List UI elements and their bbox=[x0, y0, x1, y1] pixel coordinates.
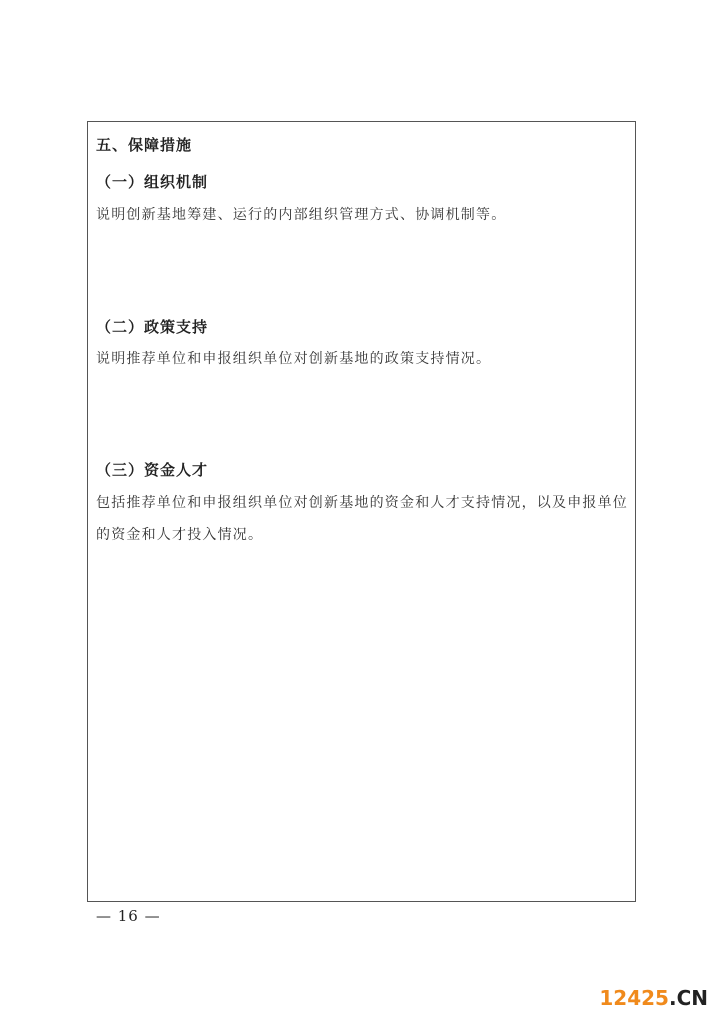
watermark-number: 12425 bbox=[599, 986, 669, 1010]
subsection-heading-organization: （一）组织机制 bbox=[96, 173, 209, 191]
watermark-domain: .CN bbox=[668, 986, 708, 1010]
subsection-text-policy: 说明推荐单位和申报组织单位对创新基地的政策支持情况。 bbox=[96, 351, 492, 367]
page-number: — 16 — bbox=[96, 907, 161, 925]
subsection-text-organization: 说明创新基地筹建、运行的内部组织管理方式、协调机制等。 bbox=[96, 207, 507, 223]
subsection-heading-policy: （二）政策支持 bbox=[96, 318, 209, 336]
subsection-text-funding: 包括推荐单位和申报组织单位对创新基地的资金和人才支持情况，以及申报单位的资金和人才投入情况。 bbox=[96, 495, 628, 543]
site-watermark-logo bbox=[599, 986, 708, 1010]
subsection-heading-funding: （三）资金人才 bbox=[96, 461, 209, 479]
section-title: 五、保障措施 bbox=[96, 136, 193, 154]
